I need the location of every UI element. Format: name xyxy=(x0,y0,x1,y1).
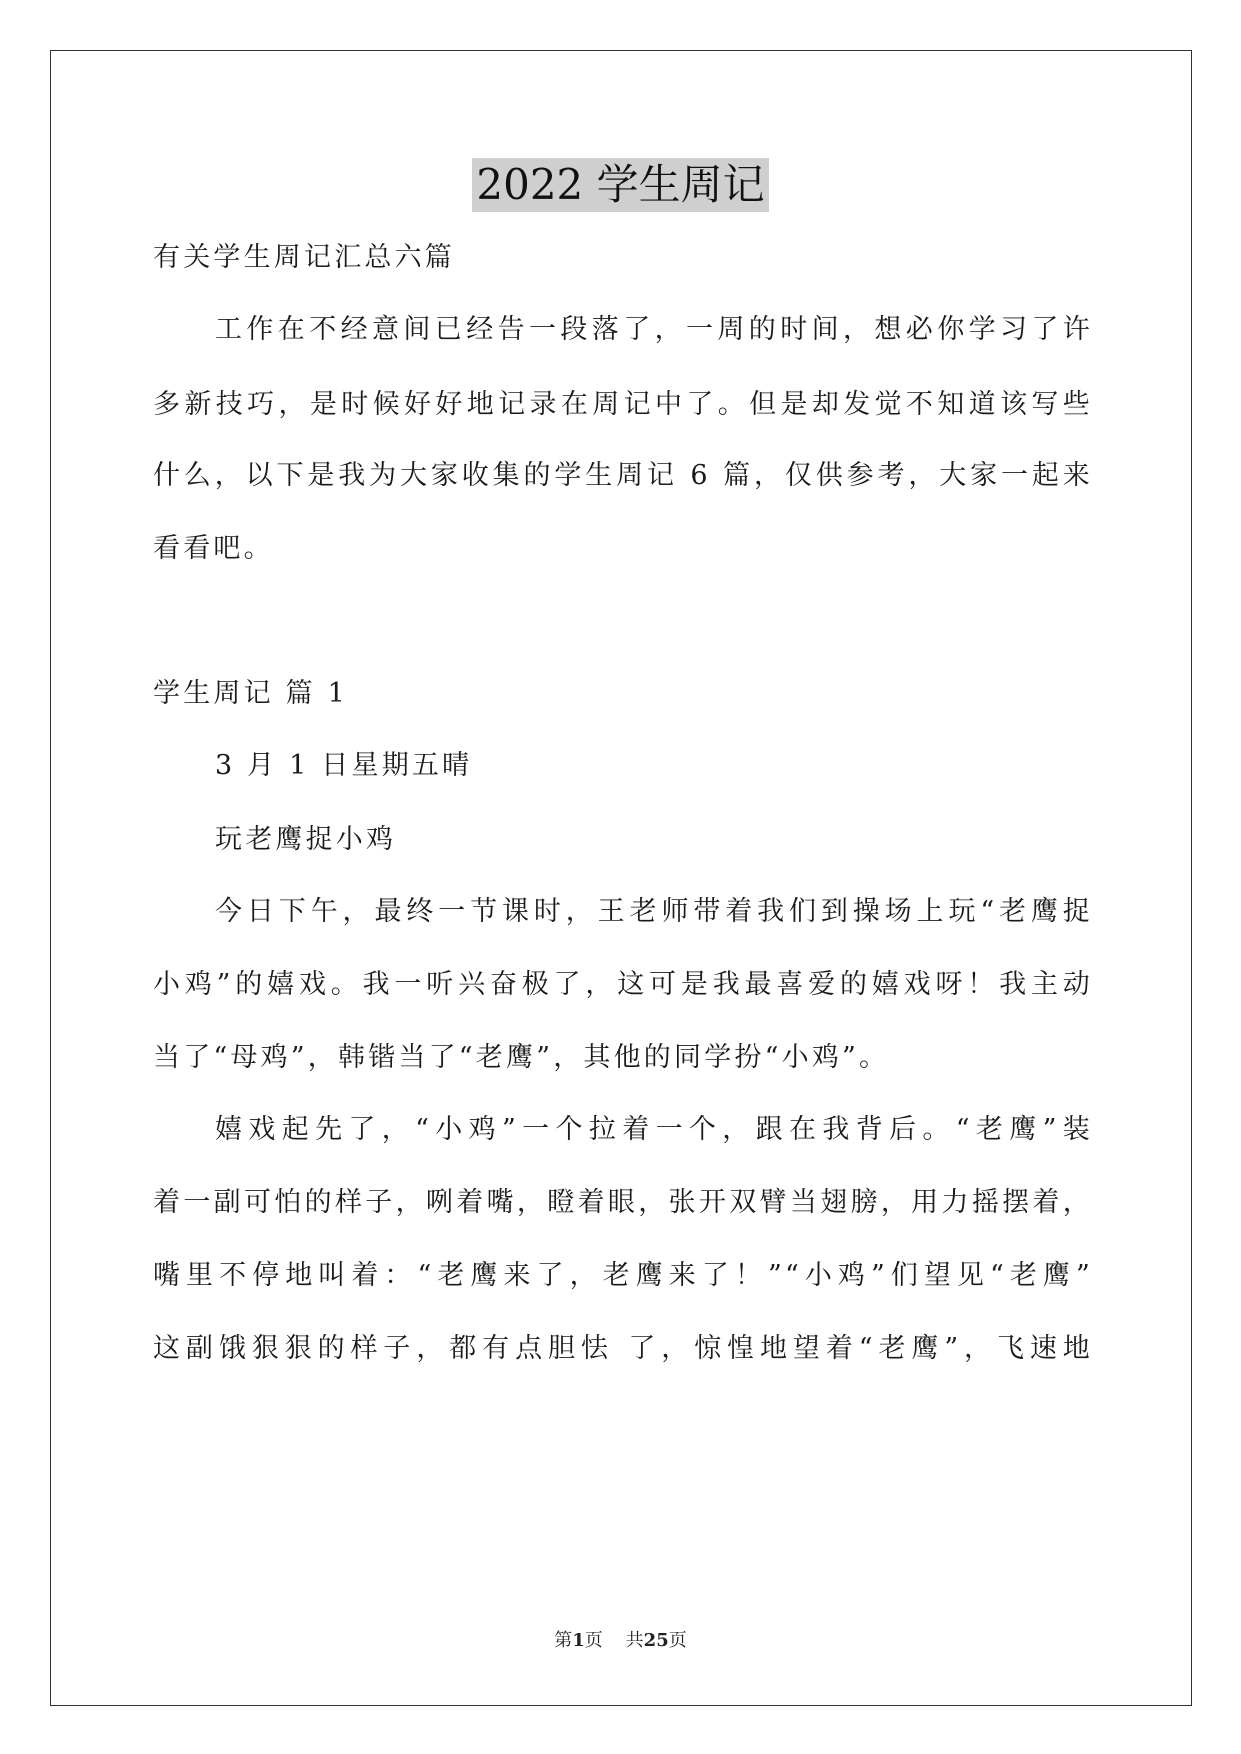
body-line: 嘴里不停地叫着：“老鹰来了，老鹰来了！”“小鸡”们望见“老鹰” xyxy=(153,1260,1093,1291)
intro-line: 什么，以下是我为大家收集的学生周记 6 篇，仅供参考，大家一起来 xyxy=(153,460,1093,491)
body-line: 嬉戏起先了，“小鸡”一个拉着一个，跟在我背后。“老鹰”装 xyxy=(215,1114,1093,1145)
entry-title: 玩老鹰捉小鸡 xyxy=(215,824,397,855)
body-line: 着一副可怕的样子，咧着嘴，瞪着眼，张开双臂当翅膀，用力摇摆着， xyxy=(153,1187,1093,1218)
body-line: 这副饿狠狠的样子，都有点胆怯 了，惊惶地望着“老鹰”，飞速地 xyxy=(153,1333,1093,1364)
title-wrap xyxy=(0,158,1241,212)
intro-line: 看看吧。 xyxy=(153,533,274,564)
footer-page-number: 1 xyxy=(572,1630,585,1651)
body-line: 当了“母鸡”，韩锴当了“老鹰”，其他的同学扮“小鸡”。 xyxy=(153,1042,890,1073)
document-subtitle: 有关学生周记汇总六篇 xyxy=(153,242,455,273)
page-border xyxy=(50,50,1192,1706)
intro-line: 工作在不经意间已经告一段落了，一周的时间，想必你学习了许 xyxy=(215,314,1093,345)
page-footer xyxy=(0,1626,1241,1652)
footer-page-prefix: 第 xyxy=(554,1630,573,1651)
body-line: 小鸡”的嬉戏。我一听兴奋极了，这可是我最喜爱的嬉戏呀！我主动 xyxy=(153,969,1093,1000)
footer-page-total: 25 xyxy=(643,1630,669,1651)
footer-page-suffix: 页 xyxy=(668,1630,687,1651)
section-heading: 学生周记 篇 1 xyxy=(153,678,348,709)
intro-line: 多新技巧，是时候好好地记录在周记中了。但是却发觉不知道该写些 xyxy=(153,389,1093,420)
document-title: 2022 学生周记 xyxy=(472,158,768,212)
footer-page-mid: 页 共 xyxy=(584,1630,644,1651)
body-line: 今日下午，最终一节课时，王老师带着我们到操场上玩“老鹰捉 xyxy=(215,896,1093,927)
date-line: 3 月 1 日星期五晴 xyxy=(215,750,473,781)
